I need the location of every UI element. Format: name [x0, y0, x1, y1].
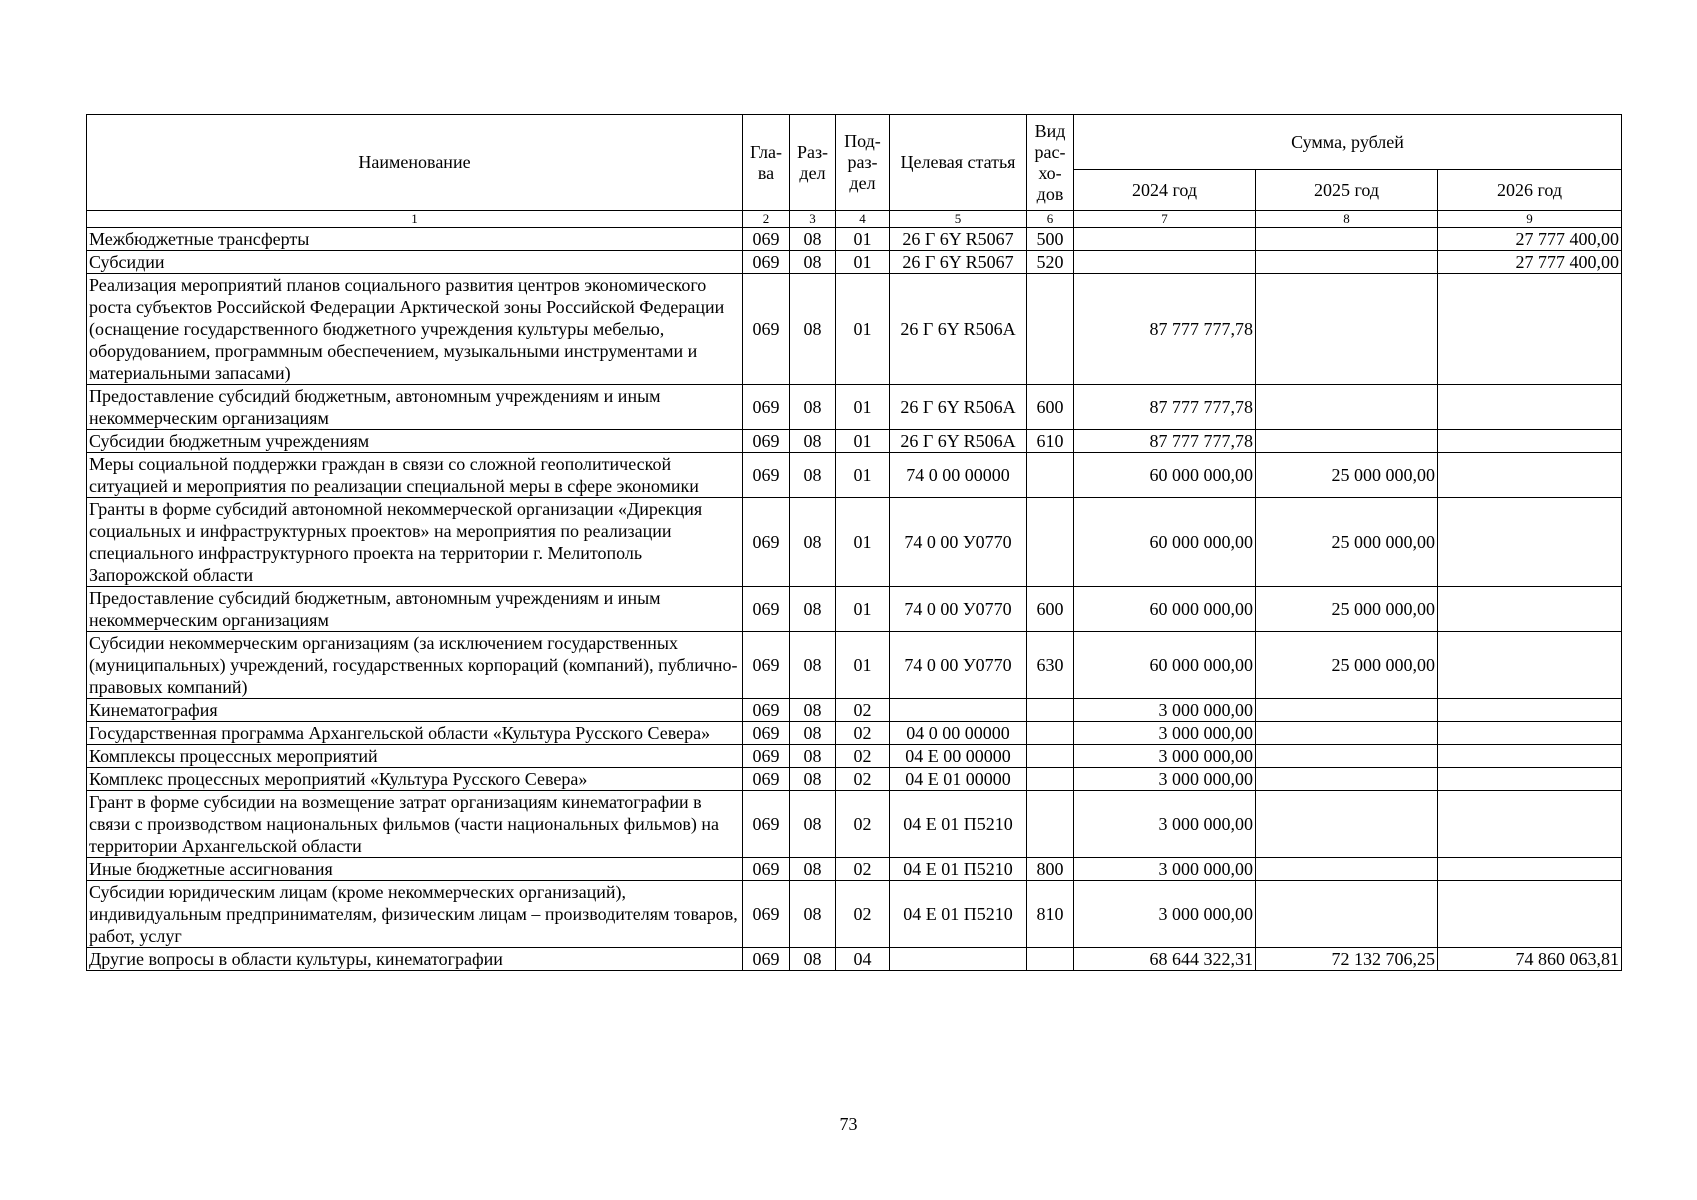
cell-podrazdel: 01 — [836, 430, 890, 453]
cell-target — [890, 699, 1027, 722]
page-number: 73 — [839, 1114, 858, 1134]
cell-target: 74 0 00 У0770 — [890, 498, 1027, 587]
cell-name: Грант в форме субсидии на возмещение затрат организациям кинематографии в связи с производством национальных фильмов (части национальных фильмов) на территории Архангельской области — [87, 791, 743, 858]
cell-target: 04 Е 01 П5210 — [890, 881, 1027, 948]
cell-razdel: 08 — [790, 228, 836, 251]
cell-amount-2024: 60 000 000,00 — [1074, 587, 1256, 632]
cell-amount-2025 — [1256, 251, 1438, 274]
cell-amount-2024: 60 000 000,00 — [1074, 632, 1256, 699]
table-row — [87, 699, 1622, 722]
cell-amount-2024 — [1074, 228, 1256, 251]
cell-amount-2024: 3 000 000,00 — [1074, 699, 1256, 722]
cell-glava: 069 — [743, 791, 790, 858]
cell-razdel: 08 — [790, 274, 836, 385]
cell-glava: 069 — [743, 385, 790, 430]
cell-vid — [1027, 791, 1074, 858]
cell-target: 26 Г 6Y R5067 — [890, 228, 1027, 251]
cell-glava: 069 — [743, 498, 790, 587]
cell-target: 04 0 00 00000 — [890, 722, 1027, 745]
header-vid: Вид рас-хо-дов — [1027, 115, 1074, 211]
column-number: 3 — [790, 211, 836, 228]
cell-target: 26 Г 6Y R5067 — [890, 251, 1027, 274]
cell-name: Иные бюджетные ассигнования — [87, 858, 743, 881]
cell-razdel: 08 — [790, 251, 836, 274]
cell-razdel: 08 — [790, 430, 836, 453]
cell-glava: 069 — [743, 881, 790, 948]
cell-amount-2025 — [1256, 274, 1438, 385]
cell-podrazdel: 02 — [836, 768, 890, 791]
cell-amount-2026 — [1438, 274, 1622, 385]
cell-target: 04 Е 01 П5210 — [890, 791, 1027, 858]
cell-amount-2025 — [1256, 791, 1438, 858]
cell-razdel: 08 — [790, 948, 836, 971]
cell-target: 04 Е 01 П5210 — [890, 858, 1027, 881]
cell-glava: 069 — [743, 632, 790, 699]
cell-amount-2025 — [1256, 768, 1438, 791]
cell-vid — [1027, 453, 1074, 498]
table-row — [87, 587, 1622, 632]
cell-amount-2025 — [1256, 858, 1438, 881]
cell-glava: 069 — [743, 722, 790, 745]
cell-amount-2026 — [1438, 745, 1622, 768]
cell-amount-2024: 3 000 000,00 — [1074, 768, 1256, 791]
cell-amount-2026 — [1438, 722, 1622, 745]
column-number-row — [87, 211, 1622, 228]
column-number: 2 — [743, 211, 790, 228]
cell-amount-2025: 25 000 000,00 — [1256, 498, 1438, 587]
cell-name: Комплексы процессных мероприятий — [87, 745, 743, 768]
table-row — [87, 745, 1622, 768]
cell-amount-2025: 25 000 000,00 — [1256, 587, 1438, 632]
cell-amount-2026 — [1438, 587, 1622, 632]
cell-name: Предоставление субсидий бюджетным, автономным учреждениям и иным некоммерческим организациям — [87, 385, 743, 430]
cell-amount-2024: 3 000 000,00 — [1074, 881, 1256, 948]
cell-name: Субсидии бюджетным учреждениям — [87, 430, 743, 453]
table-row — [87, 948, 1622, 971]
cell-target: 26 Г 6Y R506A — [890, 274, 1027, 385]
header-year-2025: 2025 год — [1256, 170, 1438, 211]
cell-amount-2025 — [1256, 722, 1438, 745]
cell-razdel: 08 — [790, 745, 836, 768]
cell-target: 74 0 00 У0770 — [890, 587, 1027, 632]
cell-amount-2025 — [1256, 385, 1438, 430]
cell-amount-2025: 72 132 706,25 — [1256, 948, 1438, 971]
cell-name: Реализация мероприятий планов социального развития центров экономического роста субъектов Российской Федерации Арктической зоны Российской Федерации (оснащение государственного бюджетного учреждения культуры мебелью, оборудованием, программным обеспечением, музыкальными инструментами и материальными запасами) — [87, 274, 743, 385]
cell-vid — [1027, 722, 1074, 745]
cell-podrazdel: 01 — [836, 453, 890, 498]
table-row — [87, 632, 1622, 699]
cell-amount-2025 — [1256, 430, 1438, 453]
cell-glava: 069 — [743, 768, 790, 791]
header-year-2026: 2026 год — [1438, 170, 1622, 211]
column-number: 5 — [890, 211, 1027, 228]
cell-razdel: 08 — [790, 722, 836, 745]
cell-amount-2024: 3 000 000,00 — [1074, 745, 1256, 768]
cell-target: 74 0 00 00000 — [890, 453, 1027, 498]
table-row — [87, 722, 1622, 745]
column-number: 8 — [1256, 211, 1438, 228]
cell-podrazdel: 04 — [836, 948, 890, 971]
table-row — [87, 453, 1622, 498]
header-sum-group: Сумма, рублей — [1074, 115, 1622, 170]
cell-podrazdel: 01 — [836, 274, 890, 385]
cell-vid: 520 — [1027, 251, 1074, 274]
cell-razdel: 08 — [790, 385, 836, 430]
cell-amount-2026: 74 860 063,81 — [1438, 948, 1622, 971]
cell-vid: 610 — [1027, 430, 1074, 453]
table-row — [87, 498, 1622, 587]
cell-razdel: 08 — [790, 768, 836, 791]
column-number: 4 — [836, 211, 890, 228]
cell-name: Кинематография — [87, 699, 743, 722]
cell-name: Межбюджетные трансферты — [87, 228, 743, 251]
cell-amount-2025: 25 000 000,00 — [1256, 453, 1438, 498]
cell-amount-2024: 60 000 000,00 — [1074, 498, 1256, 587]
cell-amount-2024: 87 777 777,78 — [1074, 385, 1256, 430]
cell-glava: 069 — [743, 453, 790, 498]
cell-amount-2024: 3 000 000,00 — [1074, 722, 1256, 745]
cell-glava: 069 — [743, 251, 790, 274]
cell-podrazdel: 02 — [836, 858, 890, 881]
cell-vid — [1027, 498, 1074, 587]
cell-amount-2024: 87 777 777,78 — [1074, 430, 1256, 453]
cell-target: 74 0 00 У0770 — [890, 632, 1027, 699]
column-number: 6 — [1027, 211, 1074, 228]
cell-podrazdel: 01 — [836, 587, 890, 632]
cell-name: Субсидии юридическим лицам (кроме некоммерческих организаций), индивидуальным предпринимателям, физическим лицам – производителям товаров, работ, услуг — [87, 881, 743, 948]
cell-amount-2026: 27 777 400,00 — [1438, 228, 1622, 251]
table-row — [87, 274, 1622, 385]
cell-razdel: 08 — [790, 587, 836, 632]
cell-razdel: 08 — [790, 453, 836, 498]
cell-razdel: 08 — [790, 858, 836, 881]
cell-amount-2025 — [1256, 745, 1438, 768]
cell-glava: 069 — [743, 274, 790, 385]
cell-amount-2024: 3 000 000,00 — [1074, 858, 1256, 881]
cell-amount-2024 — [1074, 251, 1256, 274]
cell-vid: 600 — [1027, 385, 1074, 430]
header-target: Целевая статья — [890, 115, 1027, 211]
cell-glava: 069 — [743, 948, 790, 971]
cell-amount-2026: 27 777 400,00 — [1438, 251, 1622, 274]
cell-amount-2025 — [1256, 881, 1438, 948]
table-row — [87, 768, 1622, 791]
table-row — [87, 385, 1622, 430]
cell-vid — [1027, 274, 1074, 385]
table-row — [87, 881, 1622, 948]
cell-target: 26 Г 6Y R506A — [890, 430, 1027, 453]
cell-vid: 500 — [1027, 228, 1074, 251]
cell-podrazdel: 01 — [836, 385, 890, 430]
cell-target: 04 Е 01 00000 — [890, 768, 1027, 791]
cell-name: Субсидии некоммерческим организациям (за исключением государственных (муниципальных) учреждений, государственных корпораций (компаний), публично-правовых компаний) — [87, 632, 743, 699]
table-row — [87, 858, 1622, 881]
budget-table — [86, 114, 1622, 971]
cell-amount-2026 — [1438, 430, 1622, 453]
cell-podrazdel: 02 — [836, 699, 890, 722]
cell-amount-2025 — [1256, 228, 1438, 251]
cell-amount-2026 — [1438, 768, 1622, 791]
cell-podrazdel: 01 — [836, 498, 890, 587]
cell-name: Государственная программа Архангельской области «Культура Русского Севера» — [87, 722, 743, 745]
cell-name: Комплекс процессных мероприятий «Культура Русского Севера» — [87, 768, 743, 791]
cell-amount-2024: 60 000 000,00 — [1074, 453, 1256, 498]
table-body — [87, 228, 1622, 971]
cell-podrazdel: 02 — [836, 722, 890, 745]
table-row — [87, 228, 1622, 251]
cell-amount-2026 — [1438, 858, 1622, 881]
cell-amount-2025 — [1256, 699, 1438, 722]
cell-glava: 069 — [743, 745, 790, 768]
cell-amount-2026 — [1438, 699, 1622, 722]
cell-amount-2024: 68 644 322,31 — [1074, 948, 1256, 971]
cell-vid — [1027, 699, 1074, 722]
cell-amount-2025: 25 000 000,00 — [1256, 632, 1438, 699]
column-number: 9 — [1438, 211, 1622, 228]
table-row — [87, 251, 1622, 274]
table-row — [87, 430, 1622, 453]
cell-razdel: 08 — [790, 699, 836, 722]
cell-name: Субсидии — [87, 251, 743, 274]
cell-name: Меры социальной поддержки граждан в связи со сложной геополитической ситуацией и мероприятия по реализации специальной меры в сфере экономики — [87, 453, 743, 498]
cell-vid — [1027, 768, 1074, 791]
cell-razdel: 08 — [790, 791, 836, 858]
cell-podrazdel: 01 — [836, 632, 890, 699]
cell-podrazdel: 02 — [836, 791, 890, 858]
cell-amount-2024: 87 777 777,78 — [1074, 274, 1256, 385]
cell-podrazdel: 01 — [836, 228, 890, 251]
header-razdel: Раз-дел — [790, 115, 836, 211]
header-year-2024: 2024 год — [1074, 170, 1256, 211]
cell-name: Гранты в форме субсидий автономной некоммерческой организации «Дирекция социальных и инфраструктурных проектов» на мероприятия по реализации специального инфраструктурного проекта на территории г. Мелитополь Запорожской области — [87, 498, 743, 587]
column-number: 1 — [87, 211, 743, 228]
cell-vid: 800 — [1027, 858, 1074, 881]
cell-podrazdel: 01 — [836, 251, 890, 274]
cell-razdel: 08 — [790, 632, 836, 699]
cell-podrazdel: 02 — [836, 745, 890, 768]
cell-amount-2026 — [1438, 791, 1622, 858]
cell-podrazdel: 02 — [836, 881, 890, 948]
cell-glava: 069 — [743, 587, 790, 632]
cell-vid: 600 — [1027, 587, 1074, 632]
cell-amount-2026 — [1438, 881, 1622, 948]
cell-vid — [1027, 745, 1074, 768]
cell-amount-2026 — [1438, 498, 1622, 587]
cell-amount-2026 — [1438, 385, 1622, 430]
header-glava: Гла-ва — [743, 115, 790, 211]
cell-name: Другие вопросы в области культуры, кинематографии — [87, 948, 743, 971]
cell-glava: 069 — [743, 430, 790, 453]
cell-vid: 630 — [1027, 632, 1074, 699]
cell-target: 04 Е 00 00000 — [890, 745, 1027, 768]
cell-razdel: 08 — [790, 881, 836, 948]
cell-name: Предоставление субсидий бюджетным, автономным учреждениям и иным некоммерческим организациям — [87, 587, 743, 632]
cell-glava: 069 — [743, 699, 790, 722]
header-name: Наименование — [87, 115, 743, 211]
header-podrazdel: Под-раз-дел — [836, 115, 890, 211]
cell-target: 26 Г 6Y R506A — [890, 385, 1027, 430]
column-number: 7 — [1074, 211, 1256, 228]
cell-glava: 069 — [743, 228, 790, 251]
cell-vid — [1027, 948, 1074, 971]
cell-vid: 810 — [1027, 881, 1074, 948]
cell-razdel: 08 — [790, 498, 836, 587]
cell-amount-2026 — [1438, 453, 1622, 498]
cell-amount-2026 — [1438, 632, 1622, 699]
cell-glava: 069 — [743, 858, 790, 881]
table-row — [87, 791, 1622, 858]
table-header — [87, 115, 1622, 228]
cell-amount-2024: 3 000 000,00 — [1074, 791, 1256, 858]
cell-target — [890, 948, 1027, 971]
